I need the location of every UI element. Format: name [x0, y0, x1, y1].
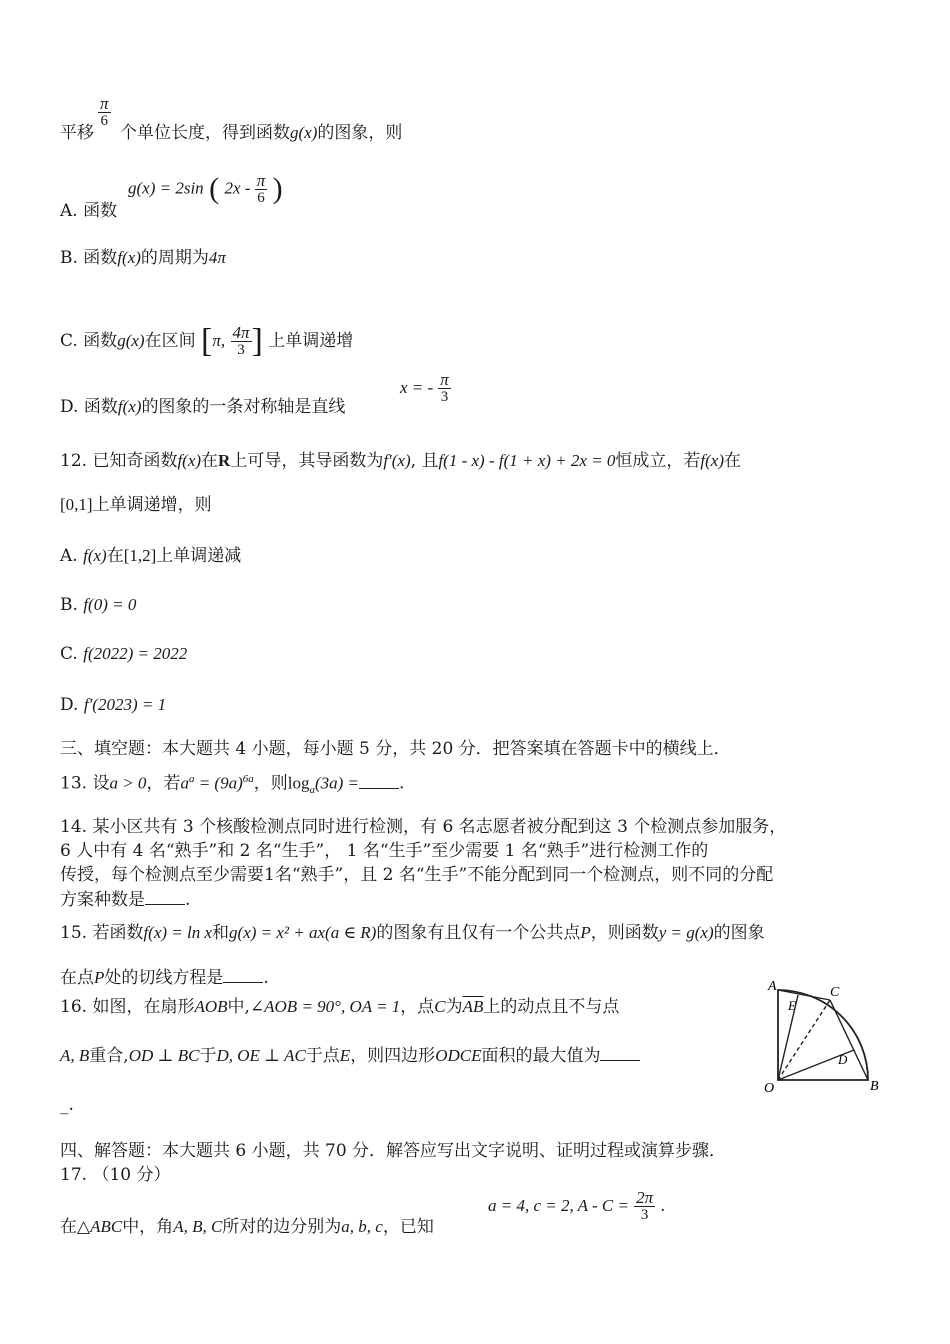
- q17-m2: a, b, c: [341, 1217, 383, 1236]
- q16-l2m1: A, B: [60, 1046, 90, 1065]
- q11-a-label: A. 函数: [60, 201, 118, 221]
- q12-a-t2: 上单调递减: [156, 546, 242, 566]
- q11-d-fx: f(x): [117, 397, 142, 416]
- q11-d-frac-num: π: [440, 370, 449, 389]
- fig-label-B: B: [870, 1079, 879, 1094]
- q17-m3: a = 4, c = 2, A - C =: [488, 1196, 629, 1215]
- q12-d-label: D.: [60, 695, 79, 715]
- q16-t2: 中,: [227, 997, 250, 1017]
- q15-m1: f(x) = ln x: [143, 923, 213, 942]
- sector-figure: [758, 978, 898, 1098]
- q12-line2: [60, 494, 212, 516]
- q16-ODCE: ODCE: [435, 1046, 482, 1065]
- q16-l2m3: D, OE ⊥ AC: [216, 1046, 306, 1065]
- section3-heading: 三、填空题：本大题共 4 小题，每小题 5 分，共 20 分．把答案填在答题卡中的横线上．: [60, 739, 731, 759]
- q12-t3: 上可导，其导函数为: [230, 451, 384, 471]
- q16-l2m2: OD ⊥ BC: [128, 1046, 200, 1065]
- q11-gx: g(x): [290, 123, 318, 142]
- q12-t2: 在: [201, 451, 219, 471]
- q13-m2b-sup: 6a: [242, 773, 254, 785]
- fig-label-O: O: [764, 1081, 775, 1096]
- q12-a-fx: f(x): [83, 546, 107, 565]
- q16-m2: ∠AOB = 90°, OA = 1: [249, 997, 401, 1016]
- q11-option-b: [60, 247, 226, 269]
- q16-t5: 上的动点且不与点: [483, 997, 620, 1017]
- q12-fx: f(x): [177, 451, 202, 470]
- q11-b-fx: f(x): [117, 248, 141, 267]
- q12-t6: 在: [724, 451, 742, 471]
- q15-t3: 的图象有且仅有一个公共点: [376, 923, 581, 943]
- q17-m1: A, B, C: [173, 1217, 223, 1236]
- q16-line1: [60, 996, 619, 1018]
- q16-line3: _.: [60, 1095, 74, 1115]
- q17-frac-num: 2π: [636, 1188, 654, 1207]
- q12-option-c: [60, 643, 187, 665]
- q15-end: .: [263, 968, 269, 988]
- q11-c-fraction: [231, 325, 252, 358]
- shift-fraction-den: 6: [100, 113, 109, 129]
- q12-option-b: [60, 594, 136, 616]
- q11-d-fraction: [438, 372, 451, 405]
- q15-t4: ，则函数: [590, 923, 659, 943]
- q13-m1: a > 0: [109, 773, 147, 793]
- q11-prefix: 平移: [60, 123, 94, 143]
- q11-c-label: C. 函数: [60, 331, 118, 351]
- q15-l2P: P: [94, 968, 105, 987]
- q15-line2: [60, 966, 269, 989]
- q17-t2: 中，角: [122, 1217, 174, 1237]
- q13-t1: 设: [92, 773, 110, 794]
- q13-log-sub: a: [309, 784, 315, 797]
- section4-heading: 四、解答题：本大题共 6 小题，共 70 分．解答应写出文字说明、证明过程或演算步骤．: [60, 1141, 727, 1161]
- q17-end: .: [660, 1196, 666, 1215]
- q12-c-math: f(2022) = 2022: [83, 644, 188, 663]
- q14-line1: 14. 某小区共有 3 个核酸检测点同时进行检测，有 6 名志愿者被分配到这 3 个检测点参加服务，: [60, 817, 787, 837]
- q12-b-math: f(0) = 0: [83, 595, 137, 614]
- q16-t3: ，点: [400, 997, 435, 1017]
- q14-l4: 方案种数是: [60, 890, 145, 910]
- q16-answer-blank: [600, 1044, 640, 1061]
- q16-l2t2: 于: [199, 1046, 217, 1066]
- q13-num: 13.: [60, 773, 88, 794]
- q11-a-fraction: [255, 170, 268, 206]
- q16-line2: [60, 1044, 640, 1067]
- q11-option-d: [60, 396, 345, 418]
- q11-d-formula: [400, 372, 451, 405]
- q15-answer-blank: [223, 966, 263, 983]
- q12-option-d: [60, 694, 166, 716]
- q16-E: E: [339, 1046, 351, 1065]
- fig-label-D: D: [838, 1052, 848, 1067]
- q17-fraction: [634, 1190, 655, 1223]
- q17-head: 17. （10 分）: [60, 1165, 171, 1185]
- segment-OC: [778, 1000, 830, 1080]
- q12-t1: 已知奇函数: [92, 451, 178, 471]
- q12-c-label: C.: [60, 644, 78, 664]
- q16-l2t3: 于点: [305, 1046, 340, 1066]
- q13-m2: a: [180, 773, 189, 793]
- shift-fraction-num: π: [100, 94, 109, 113]
- q12-a-int: [1,2]: [123, 546, 157, 565]
- q15-num: 15.: [60, 923, 88, 943]
- q14-line2: 6 人中有 4 名“熟手”和 2 名“生手”， 1 名“生手”至少需要 1 名“熟手”进行检测工作的: [60, 841, 709, 861]
- q11-option-a: [60, 200, 117, 222]
- q12-line1: [60, 450, 741, 472]
- q11-a-math: g(x) = 2sin: [128, 178, 204, 198]
- q12-b-label: B.: [60, 595, 78, 615]
- q16-l2t5: 面积的最大值为: [481, 1046, 601, 1066]
- q11-b-val: 4π: [208, 248, 226, 267]
- q16-l2t4: ，则四边形: [350, 1046, 436, 1066]
- q12-option-a: [60, 545, 241, 567]
- q16-arc: $\overline{AB}$: [462, 997, 484, 1016]
- q11-suffix: 的图象，则: [317, 123, 403, 143]
- q11-d-math: x = -: [400, 378, 434, 397]
- q12-R: R: [218, 451, 231, 470]
- q15-P: P: [580, 923, 591, 942]
- q11-line1: [60, 122, 402, 144]
- q17-tri: △ABC: [77, 1217, 123, 1236]
- q14-end: .: [185, 890, 191, 910]
- q17-t4: ，已知: [382, 1217, 434, 1237]
- q11-c-frac-num: 4π: [232, 323, 250, 342]
- q11-c-gx: g(x): [117, 331, 145, 350]
- q14-line4: [60, 888, 190, 911]
- q13: [60, 768, 404, 801]
- q11-mid: 个单位长度，得到函数: [120, 123, 290, 143]
- q11-b-text: 的周期为: [140, 248, 209, 268]
- q11-d-frac-den: 3: [440, 389, 449, 405]
- q15-l2b: 处的切线方程是: [104, 968, 224, 988]
- q13-log: log: [287, 773, 310, 793]
- q15-line1: [60, 922, 765, 944]
- q17-frac-den: 3: [640, 1207, 649, 1223]
- q16-C: C: [434, 997, 446, 1016]
- q16-l2t1: 重合,: [89, 1046, 129, 1066]
- q16-t1: 如图，在扇形: [92, 997, 195, 1017]
- q16-m1: AOB: [194, 997, 228, 1016]
- q16-num: 16.: [60, 997, 88, 1017]
- q15-t5: 的图象: [713, 923, 765, 943]
- q11-d-label: D. 函数: [60, 397, 118, 417]
- q12-t7: 上单调递增，则: [92, 495, 212, 515]
- q11-option-c: C. 函数g(x)在区间 [π, $\frac{4\pi}{3}$ ] 上单调递增: [60, 322, 354, 360]
- q13-m3b: (3a) =: [314, 773, 360, 793]
- q11-c-frac-den: 3: [237, 342, 245, 358]
- q11-b-label: B. 函数: [60, 248, 118, 268]
- q12-a-label: A.: [60, 546, 78, 566]
- q11-c-int: π,: [212, 331, 226, 350]
- q11-a-formula: g(x) = 2sin ( 2x - $\frac{\pi}{6}$ ): [128, 170, 283, 206]
- q11-a-frac-den: 6: [257, 189, 265, 206]
- q12-interval: [0,1]: [60, 495, 93, 514]
- fig-label-E: E: [788, 998, 796, 1013]
- q13-t2: ，若: [146, 773, 181, 794]
- q15-t1: 若函数: [92, 923, 144, 943]
- q15-m2: g(x) = x² + ax(a ∈ R): [229, 923, 377, 942]
- q12-num: 12.: [60, 451, 88, 471]
- q13-m2b: = (9a): [194, 773, 243, 793]
- q13-answer-blank: [359, 772, 399, 789]
- q11-d-text: 的图象的一条对称轴是直线: [141, 397, 346, 417]
- q12-t4: , 且: [410, 451, 439, 471]
- fig-label-A: A: [768, 979, 777, 994]
- q17-line: [60, 1216, 434, 1238]
- q11-c-text: 在区间: [144, 331, 196, 351]
- q13-t3: ，则: [253, 773, 288, 794]
- q12-fpx: f′(x): [383, 451, 411, 470]
- q11-a-inner: 2x -: [224, 178, 255, 198]
- segment-AC: [778, 990, 830, 1000]
- q12-t5: 恒成立，若: [615, 451, 701, 471]
- q13-m2-sup: a: [188, 773, 195, 785]
- q17-formula: [488, 1190, 665, 1223]
- q16-t4: 为: [445, 997, 463, 1017]
- q12-d-math: f′(2023) = 1: [83, 695, 167, 714]
- q11-c-suffix: 上单调递增: [268, 331, 354, 351]
- fig-label-C: C: [830, 985, 840, 1000]
- q15-t2: 和: [212, 923, 230, 943]
- q11-a-frac-num: π: [256, 170, 266, 190]
- q13-end: .: [399, 773, 405, 794]
- q12-fx2: f(x): [700, 451, 725, 470]
- q17-t1: 在: [60, 1217, 77, 1237]
- q15-m3: y = g(x): [658, 923, 714, 942]
- q12-a-t: 在: [106, 546, 124, 566]
- q15-l2a: 在点: [60, 968, 94, 988]
- segment-CB: [830, 1000, 868, 1080]
- q17-t3: 所对的边分别为: [222, 1217, 342, 1237]
- q12-eq: f(1 - x) - f(1 + x) + 2x = 0: [438, 451, 616, 470]
- q14-line3: 传授，每个检测点至少需要1名“熟手”，且 2 名“生手”不能分配到同一个检测点，则不同的分配: [60, 865, 774, 885]
- q14-answer-blank: [145, 888, 185, 905]
